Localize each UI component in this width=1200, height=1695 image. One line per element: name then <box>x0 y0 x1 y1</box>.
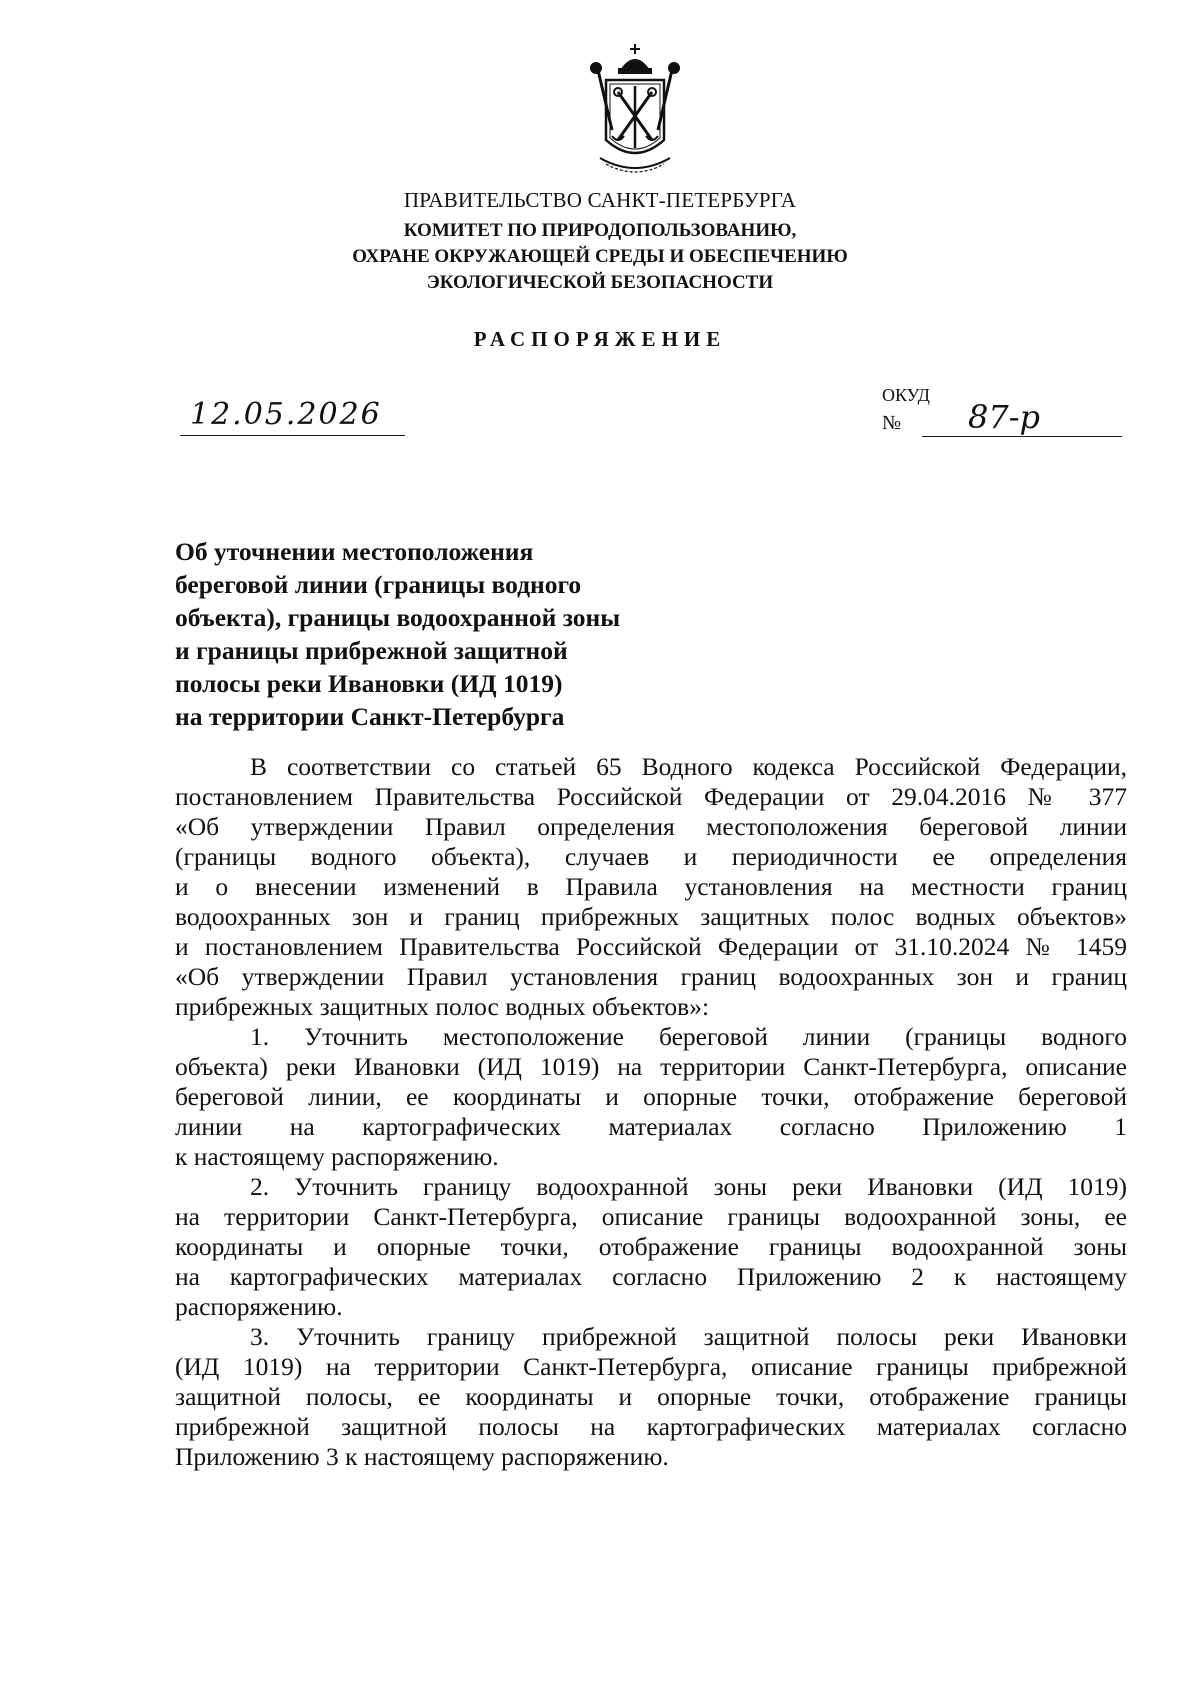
body-line: (ИД 1019) на территории Санкт-Петербурга, описание границы прибрежной <box>175 1352 1127 1381</box>
title-line: объекта), границы водоохранной зоны <box>175 603 621 632</box>
title-line: береговой линии (границы водного <box>175 570 582 599</box>
body-line: на картографических материалах согласно Приложению 2 к настоящему <box>175 1262 1127 1291</box>
handwritten-date: 12.05.2026 <box>190 397 382 432</box>
body-line: водоохранных зон и границ прибрежных защитных полос водных объектов» <box>175 902 1127 931</box>
title-line: и границы прибрежной защитной <box>175 636 568 665</box>
body-line: к настоящему распоряжению. <box>175 1142 499 1171</box>
committee-line-1: КОМИТЕТ ПО ПРИРОДОПОЛЬЗОВАНИЮ, <box>403 220 797 241</box>
committee-line-2: ОХРАНЕ ОКРУЖАЮЩЕЙ СРЕДЫ И ОБЕСПЕЧЕНИЮ <box>352 246 848 267</box>
document-type-heading: РАСПОРЯЖЕНИЕ <box>473 327 727 351</box>
title-line: на территории Санкт-Петербурга <box>175 702 565 731</box>
body-line: В соответствии со статьей 65 Водного кодекса Российской Федерации, <box>250 752 1127 781</box>
body-line: Приложению 3 к настоящему распоряжению. <box>175 1442 669 1471</box>
date-field <box>180 395 405 436</box>
body-line: 3. Уточнить границу прибрежной защитной полосы реки Ивановки <box>250 1322 1127 1351</box>
body-line: береговой линии, ее координаты и опорные точки, отображение береговой <box>175 1082 1127 1111</box>
handwritten-number: 87-р <box>968 398 1041 436</box>
body-line: на территории Санкт-Петербурга, описание границы водоохранной зоны, ее <box>175 1202 1127 1231</box>
body-line: «Об утверждении Правил определения местоположения береговой линии <box>175 812 1127 841</box>
body-line: прибрежных защитных полос водных объектов»: <box>175 992 710 1021</box>
body-line: распоряжению. <box>175 1292 343 1321</box>
title-line: Об уточнении местоположения <box>175 537 534 566</box>
government-heading: ПРАВИТЕЛЬСТВО САНКТ-ПЕТЕРБУРГА <box>403 188 797 212</box>
title-line: полосы реки Ивановки (ИД 1019) <box>175 669 563 698</box>
number-field <box>922 398 1122 437</box>
okud-label: ОКУД <box>882 385 930 405</box>
number-sign: № <box>882 412 902 434</box>
body-line: прибрежной защитной полосы на картографических материалах согласно <box>175 1412 1127 1441</box>
body-line: 1. Уточнить местоположение береговой линии (границы водного <box>250 1022 1127 1051</box>
body-line: (границы водного объекта), случаев и периодичности ее определения <box>175 842 1127 871</box>
body-line: защитной полосы, ее координаты и опорные точки, отображение границы <box>175 1382 1127 1411</box>
body-line: объекта) реки Ивановки (ИД 1019) на территории Санкт-Петербурга, описание <box>175 1052 1127 1081</box>
body-line: и постановлением Правительства Российской Федерации от 31.10.2024 № 1459 <box>175 932 1127 961</box>
body-line: линии на картографических материалах согласно Приложению 1 <box>175 1112 1127 1141</box>
body-line: постановлением Правительства Российской Федерации от 29.04.2016 № 377 <box>175 782 1127 811</box>
body-line: 2. Уточнить границу водоохранной зоны реки Ивановки (ИД 1019) <box>250 1172 1127 1201</box>
committee-line-3: ЭКОЛОГИЧЕСКОЙ БЕЗОПАСНОСТИ <box>426 272 774 293</box>
coat-of-arms-emblem <box>580 40 690 180</box>
body-line: и о внесении изменений в Правила установления на местности границ <box>175 872 1127 901</box>
document-body <box>175 752 1127 1472</box>
body-line: координаты и опорные точки, отображение границы водоохранной зоны <box>175 1232 1127 1261</box>
body-line: «Об утверждении Правил установления границ водоохранных зон и границ <box>175 962 1127 991</box>
document-title <box>175 535 735 733</box>
